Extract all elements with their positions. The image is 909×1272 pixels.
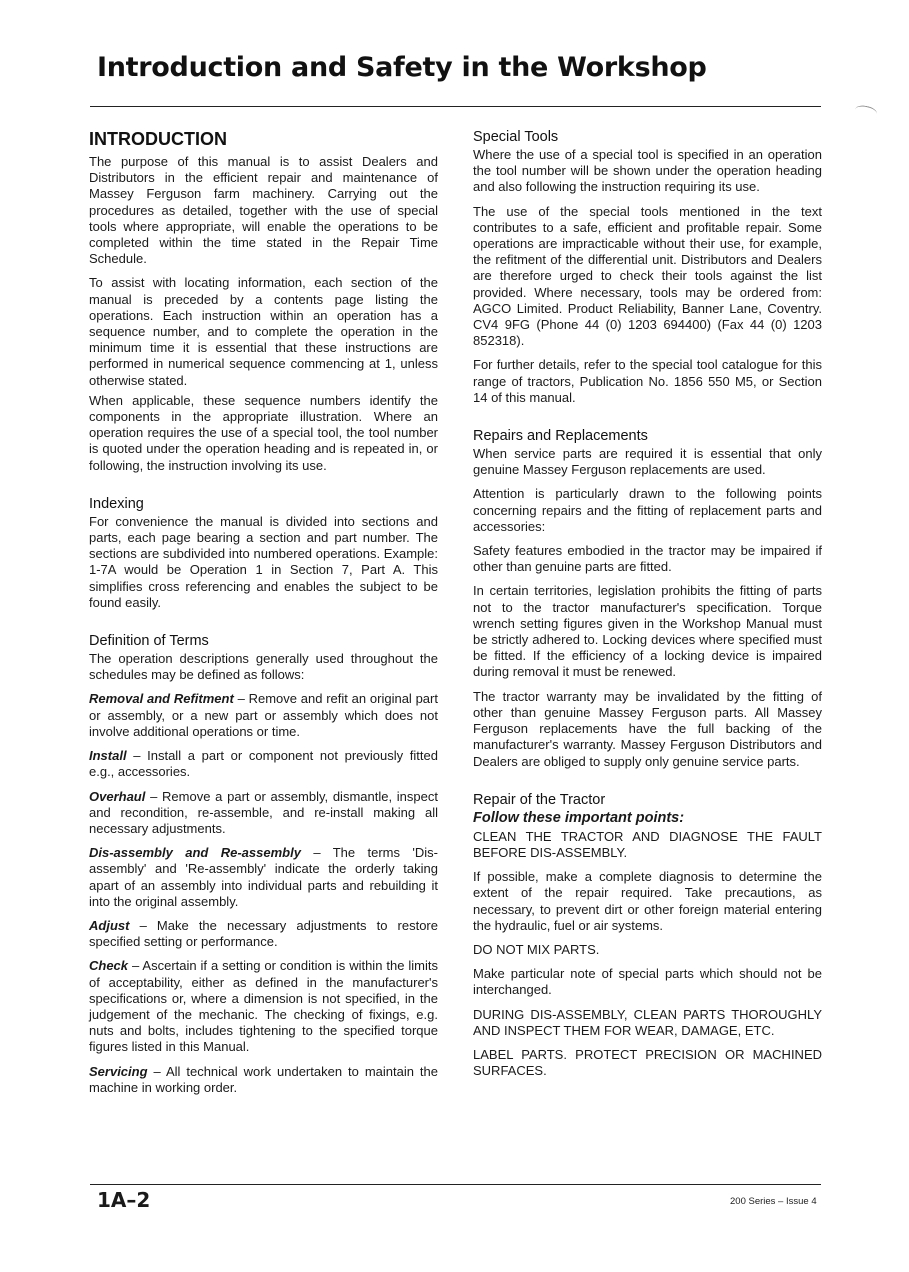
repair-paragraph-4: Make particular note of special parts which should not be interchanged. — [473, 966, 822, 998]
special-tools-paragraph-1: Where the use of a special tool is specified in an operation the tool number will be shown under the operation heading and also following the instruction requiring its use. — [473, 147, 822, 195]
repairs-paragraph-1: When service parts are required it is essential that only genuine Massey Ferguson replacements are used. — [473, 446, 822, 478]
term-servicing: Servicing – All technical work undertaken to maintain the machine in working order. — [89, 1063, 438, 1095]
term-label: Install — [89, 748, 127, 764]
term-adjust: Adjust – Make the necessary adjustments to restore specified setting or performance. — [89, 917, 438, 950]
repairs-paragraph-3: Safety features embodied in the tractor may be impaired if other than genuine parts are fitted. — [473, 543, 822, 575]
term-label: Adjust — [89, 917, 130, 933]
term-check: Check – Ascertain if a setting or condition is within the limits of acceptability, either as defined in the manufacturer's specifications or, where a dimension is not specified, in the judgement of the mechanic. The checking of fixings, e.g. nuts and bolts, includes tightening to the specified torque figures listed in this Manual. — [89, 958, 438, 1055]
important-points-subheading: Follow these important points: — [473, 809, 685, 826]
indexing-paragraph: For convenience the manual is divided into sections and parts, each page bearing a section and part number. The sections are subdivided into numbered operations. Example: 1-7A would be Operation 1 in Section 7, Part A. This simplifies cross referencing and enables the subject to be found easily. — [89, 513, 438, 610]
term-label: Removal and Refitment — [89, 691, 234, 707]
term-label: Overhaul — [89, 788, 146, 804]
term-label: Dis-assembly and Re-assembly — [89, 845, 301, 861]
term-disassembly: Dis-assembly and Re-assembly – The terms 'Dis-assembly' and 'Re-assembly' indicate the orderly taking apart of an assembly into individual parts and rebuilding it into the original assembly. — [89, 845, 438, 909]
repair-paragraph-3: DO NOT MIX PARTS. — [473, 941, 600, 957]
footer-rule — [90, 1184, 821, 1185]
special-tools-heading: Special Tools — [473, 129, 559, 145]
term-label: Check — [89, 958, 129, 974]
intro-paragraph-1: The purpose of this manual is to assist Dealers and Distributors in the efficient repair and maintenance of Massey Ferguson farm machinery. Carrying out the procedures as detailed, together with the use of special tools where appropriate, will enable the operations to be completed within the time stated in the Repair Time Schedule. — [89, 154, 438, 267]
definition-heading: Definition of Terms — [89, 633, 209, 650]
term-label: Servicing — [89, 1063, 148, 1079]
special-tools-paragraph-2: The use of the special tools mentioned in the text contributes to a safe, efficient and profitable repair. Some operations are impracticable without their use, for example, the refitment of the differential unit. Distributors and Dealers are therefore urged to check their tools against the list provided. Where necessary, tools may be ordered from: AGCO Limited. Product Reliability, Banner Lane, Coventry. CV4 9FG (Phone 44 (0) 1203 694400) (Fax 44 (0) 1203 852318). — [473, 203, 822, 349]
repairs-paragraph-5: The tractor warranty may be invalidated by the fitting of other than genuine Massey Ferguson parts. All Massey Ferguson replacements have the full backing of the manufacturer's warranty. Massey Ferguson Distributors and Dealers are obliged to supply only genuine service parts. — [473, 688, 822, 769]
page-number: 1A–2 — [97, 1188, 151, 1212]
intro-paragraph-3: When applicable, these sequence numbers identify the components in the appropriate illustration. Where an operation requires the use of a special tool, the tool number is quoted under the operation heading and is repeated in, or following, the instruction involving its use. — [89, 392, 438, 473]
term-install: Install – Install a part or component not previously fitted e.g., accessories. — [89, 748, 438, 780]
repairs-paragraph-2: Attention is particularly drawn to the following points concerning repairs and the fitting of replacement parts and accessories: — [473, 486, 822, 534]
indexing-heading: Indexing — [89, 495, 144, 512]
definition-intro: The operation descriptions generally used throughout the schedules may be defined as follows: — [89, 651, 438, 683]
corner-mark — [854, 104, 878, 119]
intro-paragraph-2: To assist with locating information, each section of the manual is preceded by a contents page listing the operations. Each instruction within an operation has a sequence number, and to complete the operation in the minimum time it is essential that these instructions are performed in numerical sequence commencing at 1, unless otherwise stated. — [89, 275, 438, 388]
repairs-paragraph-4: In certain territories, legislation prohibits the fitting of parts not to the tractor manufacturer's specification. Torque wrench setting figures given in the Workshop Manual must be strictly adhered to. Locking devices where specified must be fitted. If the efficiency of a locking device is impaired during removal it must be renewed. — [473, 583, 822, 680]
term-removal: Removal and Refitment – Remove and refit an original part or assembly, or a new part or assembly which does not involve additional operations or time. — [89, 691, 438, 739]
left-column — [89, 129, 438, 1104]
repair-paragraph-1: CLEAN THE TRACTOR AND DIAGNOSE THE FAULT BEFORE DIS-ASSEMBLY. — [473, 828, 822, 860]
repair-paragraph-5: DURING DIS-ASSEMBLY, CLEAN PARTS THOROUGHLY AND INSPECT THEM FOR WEAR, DAMAGE, ETC. — [473, 1006, 822, 1038]
repairs-heading: Repairs and Replacements — [473, 428, 648, 445]
header-rule — [90, 106, 821, 107]
introduction-heading: INTRODUCTION — [89, 129, 227, 149]
issue-label: 200 Series – Issue 4 — [730, 1196, 817, 1207]
repair-tractor-heading: Repair of the Tractor — [473, 791, 606, 808]
page-title: Introduction and Safety in the Workshop — [97, 52, 707, 83]
repair-paragraph-2: If possible, make a complete diagnosis to determine the extent of the repair required. Take precautions, as necessary, to prevent dirt or other foreign material entering the hydraulic, fuel or air systems. — [473, 869, 822, 933]
special-tools-paragraph-3: For further details, refer to the special tool catalogue for this range of tractors, Publication No. 1856 550 M5, or Section 14 of this manual. — [473, 357, 822, 405]
repair-paragraph-6: LABEL PARTS. PROTECT PRECISION OR MACHINED SURFACES. — [473, 1046, 822, 1079]
term-overhaul: Overhaul – Remove a part or assembly, dismantle, inspect and recondition, re-assemble, and re-install making all necessary adjustments. — [89, 788, 438, 836]
right-column — [473, 129, 822, 1087]
